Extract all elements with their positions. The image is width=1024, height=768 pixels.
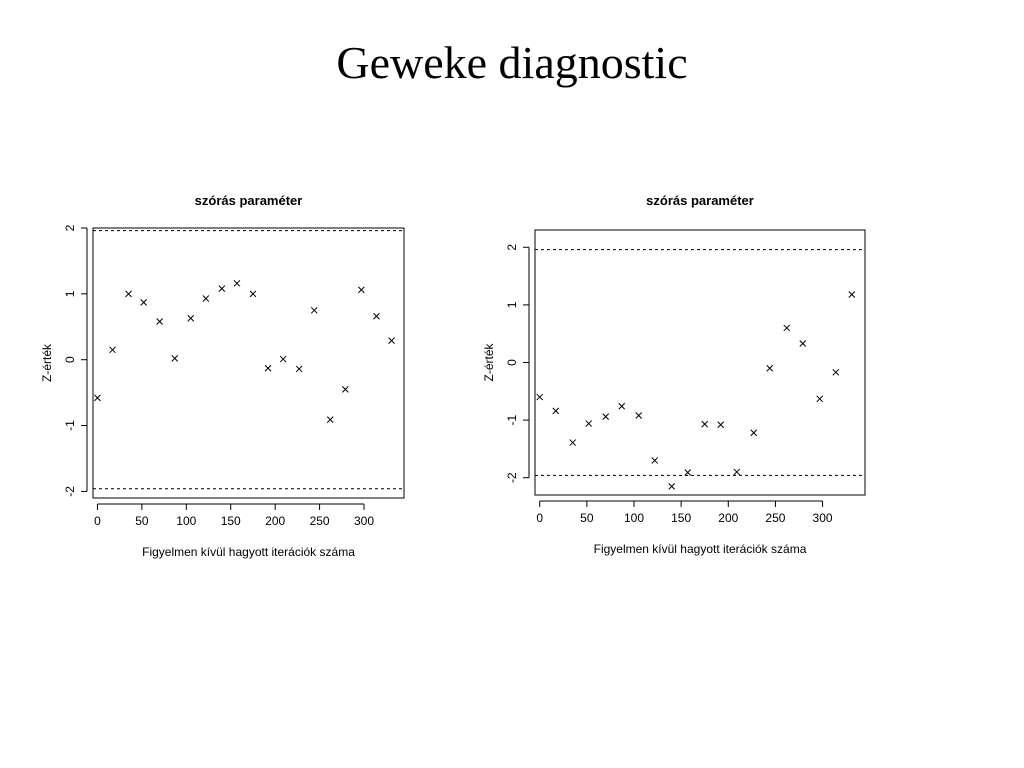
data-point [669, 483, 675, 489]
data-point [373, 313, 379, 319]
data-point [718, 422, 724, 428]
data-point [203, 295, 209, 301]
y-tick-label: 2 [505, 243, 519, 251]
data-point [603, 414, 609, 420]
y-tick-label: 1 [63, 290, 77, 298]
data-point [280, 356, 286, 362]
x-tick-label: 250 [765, 511, 786, 525]
data-point [619, 403, 625, 409]
chart-left [30, 185, 430, 565]
data-point [553, 408, 559, 414]
data-point [327, 417, 333, 423]
x-tick-label: 150 [220, 514, 241, 528]
x-tick-label: 200 [718, 511, 739, 525]
data-point [172, 355, 178, 361]
data-point [751, 430, 757, 436]
data-point [586, 421, 592, 427]
y-axis-label: Z-érték [40, 343, 54, 383]
data-point [219, 286, 225, 292]
data-point [250, 291, 256, 297]
y-tick-label: -1 [505, 414, 519, 426]
y-tick-label: 0 [505, 359, 519, 366]
data-point [685, 470, 691, 476]
data-point [702, 421, 708, 427]
y-tick-label: -2 [505, 472, 519, 484]
data-point [188, 315, 194, 321]
slide-title: Geweke diagnostic [336, 37, 688, 88]
data-point [849, 292, 855, 298]
y-tick-label: -2 [63, 486, 77, 497]
x-tick-label: 300 [812, 511, 833, 525]
data-point [734, 469, 740, 475]
x-tick-label: 0 [94, 514, 101, 528]
x-axis-label: Figyelmen kívül hagyott iterációk száma [593, 542, 807, 556]
y-tick-label: 0 [63, 356, 77, 364]
data-point [570, 440, 576, 446]
y-tick-label: 2 [63, 224, 77, 232]
x-tick-label: 50 [135, 514, 149, 528]
y-tick-label: 1 [505, 301, 519, 309]
y-axis-label: Z-érték [482, 343, 496, 382]
data-point [296, 366, 302, 372]
data-point [342, 386, 348, 392]
x-tick-label: 200 [265, 514, 286, 528]
x-tick-label: 250 [309, 514, 330, 528]
data-point [311, 307, 317, 313]
y-tick-label: -1 [63, 420, 77, 431]
data-point [767, 365, 773, 371]
data-point [265, 365, 271, 371]
plot-frame [93, 228, 404, 498]
x-axis-label: Figyelmen kívül hagyott iterációk száma [142, 545, 355, 559]
data-point [636, 413, 642, 419]
data-point [800, 340, 806, 346]
data-point [141, 299, 147, 305]
chart-title: szórás paraméter [646, 193, 754, 208]
x-tick-label: 300 [353, 514, 375, 528]
data-point [537, 394, 543, 400]
data-point [784, 325, 790, 331]
x-tick-label: 0 [536, 511, 544, 525]
x-tick-label: 100 [623, 511, 645, 525]
chart-title: szórás paraméter [194, 193, 303, 208]
data-point [833, 369, 839, 375]
data-point [389, 338, 395, 344]
data-point [234, 280, 240, 286]
data-point [110, 347, 116, 353]
data-point [652, 457, 658, 463]
data-point [358, 287, 364, 293]
x-tick-label: 150 [671, 511, 692, 525]
data-point [94, 395, 100, 401]
chart-right [482, 185, 890, 565]
data-point [157, 319, 163, 325]
plot-frame [535, 230, 865, 495]
x-tick-label: 50 [580, 511, 594, 525]
data-point [817, 396, 823, 402]
data-point [126, 291, 132, 297]
x-tick-label: 100 [176, 514, 197, 528]
